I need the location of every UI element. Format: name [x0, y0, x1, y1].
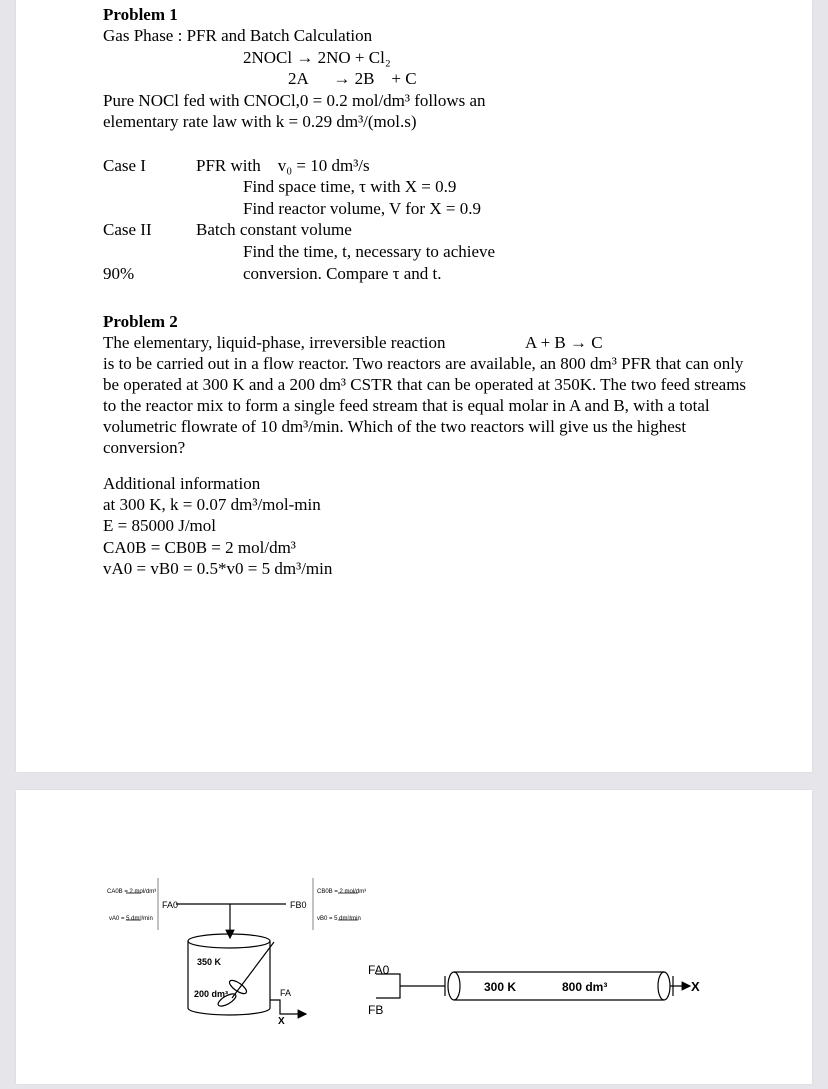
case2-find2: conversion. Compare τ and t.	[243, 264, 442, 283]
left-conc-label: CA0B = 2 mol/dm³	[107, 889, 157, 895]
impeller-shaft	[232, 942, 274, 998]
problem2-reaction: A + B → C	[525, 333, 603, 352]
info-line3: CA0B = CB0B = 2 mol/dm³	[103, 538, 296, 557]
document-page-2	[16, 790, 812, 1084]
cstr-volume-label: 200 dm³	[194, 989, 229, 999]
left-flow-label: vA0 = 5 dm³/min	[109, 916, 153, 922]
cstr-temp-label: 350 K	[197, 957, 222, 967]
cstr-outlet-label: FA	[280, 988, 292, 998]
cstr-outlet	[270, 1000, 306, 1014]
right-conc-label: CB0B = 2 mol/dm³	[317, 889, 367, 895]
case2-label: Case II	[103, 220, 152, 239]
problem1-heading: Problem 1	[103, 5, 178, 24]
pfr-temp-label: 300 K	[484, 980, 517, 994]
pfr-fb-label: FB	[368, 1003, 384, 1017]
problem1-reaction-line1: 2NOCl → 2NO + Cl₂	[243, 48, 391, 67]
case1-label: Case I	[103, 156, 146, 175]
case2-text: Batch constant volume	[196, 220, 352, 239]
problem1-feed-line2: elementary rate law with k = 0.29 dm³/(mol.s)	[103, 112, 417, 131]
case1-find1: Find space time, τ with X = 0.9	[243, 177, 457, 196]
cstr-bottom	[188, 1008, 270, 1015]
left-fa0-label: FA0	[162, 900, 179, 910]
cstr-conversion-label: X	[278, 1016, 285, 1027]
pfr-fa0-label: FA0	[368, 963, 390, 977]
right-flow-label: vB0 = 5 dm³/min	[317, 916, 361, 922]
problem1-reaction-line2: 2A → 2B + C	[288, 69, 417, 88]
cstr-top	[188, 934, 270, 948]
info-line4: vA0 = vB0 = 0.5*v0 = 5 dm³/min	[103, 559, 333, 578]
case2-find1: Find the time, t, necessary to achieve	[243, 242, 496, 261]
info-heading: Additional information	[103, 474, 261, 493]
pfr-outlet-cap	[658, 972, 670, 1000]
problem2-heading: Problem 2	[103, 312, 178, 331]
case1-text: PFR with v₀ = 10 dm³/s	[196, 156, 370, 175]
right-fb0-label: FB0	[290, 900, 307, 910]
pfr-conversion-label: X	[691, 979, 700, 994]
pfr-inlet-cap	[448, 972, 460, 1000]
pfr-volume-label: 800 dm³	[562, 980, 608, 994]
problem1-subtitle: Gas Phase : PFR and Batch Calculation	[103, 26, 373, 45]
document-page-1	[16, 0, 812, 772]
problem2-intro: The elementary, liquid-phase, irreversible reaction	[103, 333, 446, 352]
info-line2: E = 85000 J/mol	[103, 516, 217, 535]
case1-find2: Find reactor volume, V for X = 0.9	[243, 199, 481, 218]
problem1-feed-line1: Pure NOCl fed with CNOCl,0 = 0.2 mol/dm³ follows an	[103, 91, 486, 110]
info-line1: at 300 K, k = 0.07 dm³/mol-min	[103, 495, 321, 514]
reactor-diagram	[16, 790, 812, 1084]
problem2-body: is to be carried out in a flow reactor. Two reactors are available, an 800 dm³ PFR that can only be operated at 300 K and a 200 dm³ CSTR that can be operated at 350K. The two feed streams to the reactor mix to form a single feed stream that is equal molar in A and B, with a total volumetric flowrate of 10 dm³/min. Which of the two reactors will give us the highest conversion?	[103, 354, 747, 457]
pfr-feed-merge	[376, 974, 400, 998]
percent-label: 90%	[103, 264, 135, 283]
